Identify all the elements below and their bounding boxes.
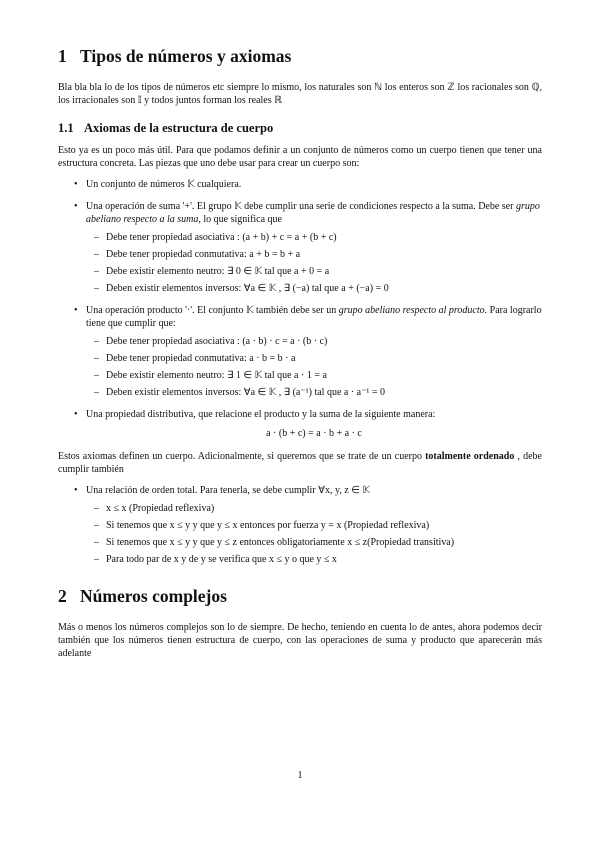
list-item-text: Una operación producto '·'. El conjunto 𝕂 también debe ser un [86,305,339,316]
section-title: Números complejos [80,586,227,606]
subsection-title: Axiomas de la estructura de cuerpo [84,121,274,135]
sub-list-item: – Deben existir elementos inversos: ∀a ∈ 𝕂 , ∃ (a⁻¹) tal que a · a⁻¹ = 0 [106,386,542,399]
list-item-text: Una relación de orden total. Para tenerla, se debe cumplir ∀x, y, z ∈ 𝕂 [86,485,370,496]
list-item [86,484,542,566]
section-number: 2 [58,586,67,606]
order-properties-list [86,502,542,566]
sub-list-item: – x ≤ x (Propiedad reflexiva) [106,502,542,515]
bold-term: totalmente ordenado [425,451,515,462]
ordered-field-paragraph [58,450,542,476]
list-item [86,304,542,399]
field-requirements-list [58,178,542,440]
sub-list-item: – Para todo par de x y de y se verifica que x ≤ y o que y ≤ x [106,553,542,566]
sub-list-item: – Debe tener propiedad asociativa : (a · b) · c = a · (b · c) [106,335,542,348]
distributive-formula: a · (b + c) = a · b + a · c [266,428,362,439]
section-title: Tipos de números y axiomas [80,46,292,66]
section-number: 1 [58,46,67,66]
list-item [86,200,542,295]
sum-properties-list [86,231,542,295]
section-2-intro: Más o menos los números complejos son lo de siempre. De hecho, teniendo en cuenta lo de antes, ahora podemos decir también que los números tienen estructura de cuerpo, con las operaciones de suma y producto que aparecerán más adelante [58,622,542,659]
document-page [58,46,542,668]
list-item-text: Un conjunto de números 𝕂 cualquiera. [86,179,242,190]
product-properties-list [86,335,542,399]
subsection-1-1-heading [58,121,542,136]
section-2-heading [58,586,542,607]
section-1-heading [58,46,542,67]
sub-list-item: – Debe tener propiedad asociativa : (a + b) + c = a + (b + c) [106,231,542,244]
paragraph-text: Estos axiomas definen un cuerpo. Adicionalmente, si queremos que se trate de un cuerpo [58,451,426,462]
order-requirements-list [58,484,542,566]
sub-list-item: – Debe tener propiedad conmutativa: a + b = b + a [106,248,542,261]
sub-list-item: – Debe existir elemento neutro: ∃ 1 ∈ 𝕂 tal que a · 1 = a [106,369,542,382]
sub-list-item: – Si tenemos que x ≤ y y que y ≤ x entonces por fuerza y = x (Propiedad reflexiva) [106,519,542,532]
list-item [86,408,542,440]
subsection-intro: Esto ya es un poco más útil. Para que podamos definir a un conjunto de números como un cuerpo tienen que tener una estructura concreta. Las piezas que uno debe usar para crear un cuerpo son: [58,145,542,169]
emphasis-text: grupo abeliano respecto al producto. [338,305,488,316]
sub-list-item: – Deben existir elementos inversos: ∀a ∈ 𝕂 , ∃ (−a) tal que a + (−a) = 0 [106,282,542,295]
sub-list-item: – Si tenemos que x ≤ y y que y ≤ z entonces obligatoriamente x ≤ z(Propiedad transitiva) [106,536,542,549]
list-item-text: Una propiedad distributiva, que relacione el producto y la suma de la siguiente manera: [86,409,436,420]
list-item [86,178,542,191]
sub-list-item: – Debe existir elemento neutro: ∃ 0 ∈ 𝕂 tal que a + 0 = a [106,265,542,278]
page-number: 1 [297,770,303,781]
subsection-number: 1.1 [58,121,74,135]
list-item-text: Una operación de suma '+'. El grupo 𝕂 debe cumplir una serie de condiciones respecto a la suma. Debe ser [86,201,516,212]
section-1-intro: Bla bla bla lo de los tipos de números etc siempre lo mismo, los naturales son ℕ los enteros son ℤ los racionales son ℚ, los irracionales son 𝕀 y todos juntos forman los reales ℝ [58,82,542,106]
sub-list-item: – Debe tener propiedad conmutativa: a · b = b · a [106,352,542,365]
paragraph-text: , debe cumplir también [58,451,542,475]
emphasis-text: grupo abeliano respecto a la suma [86,201,540,225]
list-item-text: Para lograrlo tiene que cumplir que: [86,305,542,329]
list-item-text: , lo que significa que [198,214,282,225]
